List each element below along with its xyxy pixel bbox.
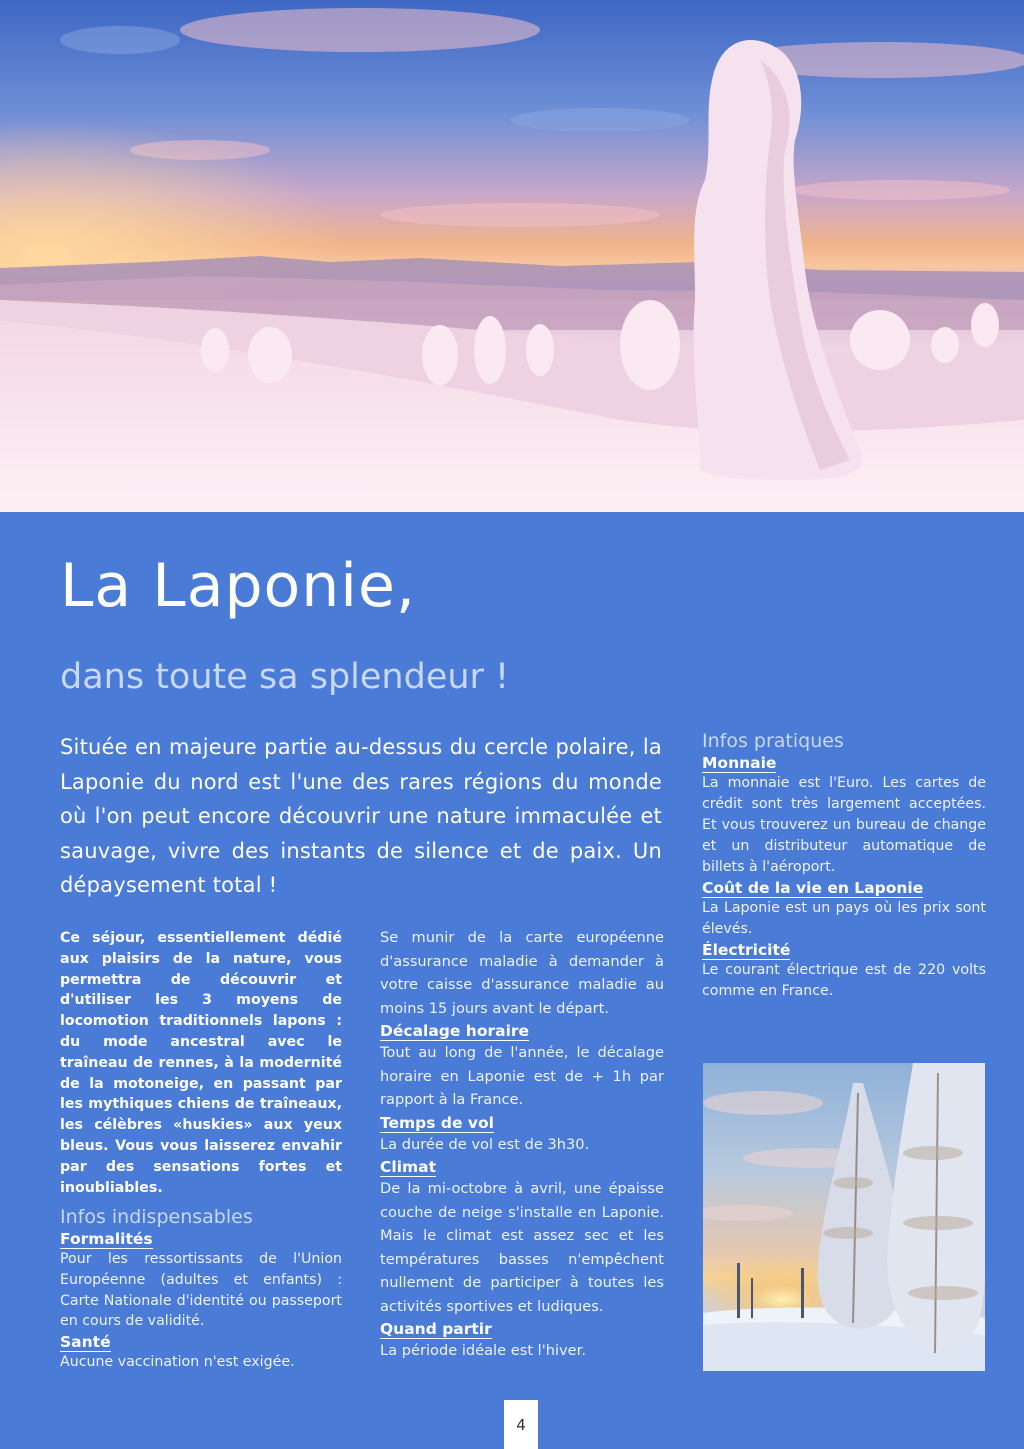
infos-indispensables-section <box>60 1205 342 1373</box>
section-text: Pour les ressortissants de l'Union Européenne (adultes et enfants) : Carte Nationale d'identité ou passeport en cours de validité. <box>60 1251 342 1330</box>
section-title: Formalités <box>60 1230 153 1248</box>
hero-photo-lapland-snow <box>0 0 1024 512</box>
section-text: Tout au long de l'année, le décalage horaire en Laponie est de + 1h par rapport à la France. <box>380 1044 664 1108</box>
page-number: 4 <box>504 1400 538 1449</box>
snowy-trees-photo <box>703 1063 985 1371</box>
section-monnaie <box>702 753 986 878</box>
section-text: La période idéale est l'hiver. <box>380 1342 586 1359</box>
section-sante <box>60 1332 342 1373</box>
snowy-trees-illustration <box>703 1063 985 1371</box>
section-title: Électricité <box>702 941 791 959</box>
section-text: Le courant électrique est de 220 volts comme en France. <box>702 962 986 999</box>
hero-photo-illustration <box>0 0 1024 512</box>
section-electricite <box>702 940 986 1002</box>
section-text: La Laponie est un pays où les prix sont élevés. <box>702 900 986 937</box>
section-cout-de-la-vie <box>702 878 986 940</box>
infos-pratiques-heading: Infos pratiques <box>702 730 844 752</box>
assurance-text: Se munir de la carte européenne d'assurance maladie à demander à votre caisse d'assurance maladie au moins 15 jours avant le départ. <box>380 929 664 1017</box>
section-text: De la mi-octobre à avril, une épaisse couche de neige s'installe en Laponie. Mais le climat est assez sec et les températures basses n'empêchent nullement de participer à toutes les activités sportives et ludiques. <box>380 1180 664 1315</box>
section-decalage-horaire <box>380 1020 664 1112</box>
lead-paragraph: Située en majeure partie au-dessus du cercle polaire, la Laponie du nord est l'une des rares régions du monde où l'on peut encore découvrir une nature immaculée et sauvage, vivre des instants de silence et de paix. Un dépaysement total ! <box>60 735 662 897</box>
section-title: Coût de la vie en Laponie <box>702 879 924 897</box>
section-title: Temps de vol <box>380 1113 494 1132</box>
section-title: Monnaie <box>702 754 777 772</box>
section-title: Décalage horaire <box>380 1022 530 1040</box>
section-formalites <box>60 1229 342 1332</box>
section-text: La monnaie est l'Euro. Les cartes de crédit sont très largement acceptées. Et vous trouverez un bureau de change et un distributeur automatique de billets à l'aéroport. <box>702 775 986 875</box>
infos-column-middle <box>380 926 664 1363</box>
section-title: Santé <box>60 1333 111 1352</box>
section-temps-de-vol <box>380 1112 664 1157</box>
section-quand-partir <box>380 1318 664 1363</box>
section-title: Quand partir <box>380 1320 492 1338</box>
page-subtitle: dans toute sa splendeur ! <box>60 657 510 697</box>
section-climat <box>380 1156 664 1318</box>
section-text: La durée de vol est de 3h30. <box>380 1135 590 1153</box>
section-text: Aucune vaccination n'est exigée. <box>60 1354 295 1371</box>
intro-paragraph: Ce séjour, essentiellement dédié aux plaisirs de la nature, vous permettra de découvrir et d'utiliser les 3 moyens de locomotion traditionnels lapons : du mode ancestral avec le traîneau de rennes, à la modernité de la motoneige, en passant par les mythiques chiens de traîneaux, les célèbres «huskies» aux yeux bleus. Vous vous laisserez envahir par des sensations fortes et inoubliables. <box>60 930 342 1196</box>
infos-indispensables-heading: Infos indispensables <box>60 1206 253 1228</box>
section-title: Climat <box>380 1158 437 1176</box>
infos-pratiques-section <box>702 729 986 1002</box>
page-title: La Laponie, <box>60 551 416 621</box>
